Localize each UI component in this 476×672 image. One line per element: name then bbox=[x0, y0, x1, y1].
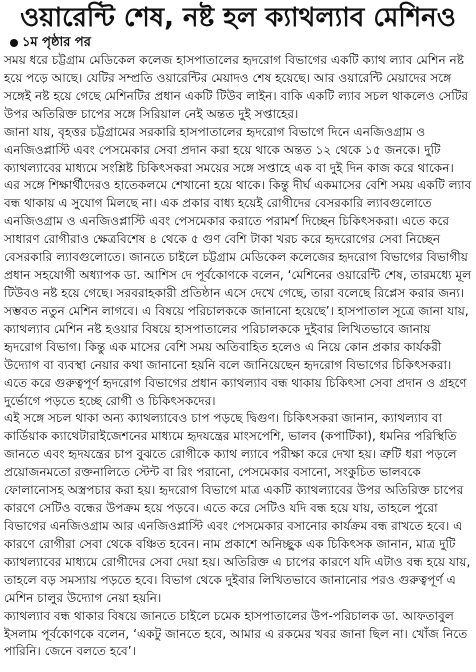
article-paragraph-4: ক্যাথল্যাব বন্ধ থাকার বিষয়ে জানতে চাইলে চমেক হাসপাতালের উপ-পরিচালক ডা. আফতাবুল ইসলাম পূর্বকোণকে বলেন, ‘একটু জানতে হবে, আমার এ রকমের খবর জানা ছিল না। খোঁজ নিতে পারিনি। জেনে বলতে হবে’। bbox=[4, 608, 468, 659]
article-paragraph-2: জানা যায়, বৃহত্তর চট্টগ্রামের সরকারি হাসপাতালের হৃদরোগ বিভাগে দিনে এনজিওগ্রাম ও এনজিওপ্লাস্টি এবং পেসমেকার সেবা প্রদান করা হয়ে থাকে অন্তত ১২ থেকে ১৫ জনকে। দুটি ক্যাথল্যাবের মাধ্যমে সংশ্লিষ্ট চিকিৎসকরা সময়ের সঙ্গে সপ্তাহে এক বা দুই দিন কাজ করে থাকেন। এর সঙ্গে শিক্ষার্থীদেরও হাতেকলমে শেখানো হয়ে থাকে। কিন্তু দীর্ঘ একমাসের বেশি সময় একটি ল্যাব বন্ধ থাকায় এ সুযোগ মিলছে না। এক প্রকার বাধ্য হয়েই রোগীদের বেসরকারি ল্যাবগুলোতে এনজিওগ্রাম ও এনজিওপ্লাস্টি এবং পেসমেকার করাতে পরামর্শ দিচ্ছেন চিকিৎসকরা। এতে করে সাধারণ রোগীরাও ক্ষেত্রবিশেষ ৪ থেকে ৫ গুণ বেশি টাকা খরচ করে হৃদরোগের সেবা নিচ্ছেন বেসরকারি ল্যাবগুলোতে। জানতে চাইলে চট্টগ্রাম মেডিকেল কলেজের হৃদরোগ বিভাগের বিভাগীয় প্রধান সহযোগী অধ্যাপক ডা. আশিস দে পূর্বকোণকে বলেন, ‘মেশিনের ওয়ারেন্টি শেষ, তারমধ্যে মূল টিউবও নষ্ট হয়ে গেছে। সরবরাহকারী প্রতিষ্ঠান এসে দেখে গেছে, তারা বলেছে রিপ্লেস করার জন্য। সম্ভবত নতুন মেশিন লাগবে। এ বিষয়ে পরিচালককে জানানো হয়েছে’। হাসপাতাল সূত্রে জানা যায়, ক্যাথল্যাব মেশিন নষ্ট হওয়ার বিষয়ে হাসপাতালের পরিচালককে দুইবার লিখিতভাবে জানায় হৃদরোগ বিভাগ। কিন্তু এক মাসের বেশি সময় অতিবাহিত হলেও এ নিয়ে কোন প্রকার কার্যকরী উদ্যোগ বা ব্যবস্থা নেয়ার কথা জানানো হয়নি বলে জানিয়েছেন হৃদরোগ বিভাগের চিকিৎসকরা। এতে করে গুরুত্বপূর্ণ হৃদরোগ বিভাগের প্রধান ক্যাথল্যাব বন্ধ থাকায় চিকিৎসা সেবা প্রদান ও গ্রহণে দুর্ভোগে পড়তে হচ্ছে রোগী ও চিকিৎসকদের। bbox=[4, 124, 472, 408]
article-paragraph-1: সময় ধরে চট্টগ্রাম মেডিকেল কলেজ হাসপাতালের হৃদরোগ বিভাগের একটি ক্যাথ ল্যাব মেশিন নষ্ট হয়ে পড়ে আছে। যেটির সম্প্রতি ওয়ারেন্টির মেয়াদও শেষ হয়েছে। আর ওয়ারেন্টি মেয়াদের সঙ্গে সঙ্গেই নষ্ট হয়ে গেছে মেশিনটির প্রধান একটি টিউব লাইন। বাকি একটি ল্যাব সচল থাকলেও সেটির উপর অতিরিক্ত চাপের সঙ্গে সিরিয়াল নেই অন্তত দুই সপ্তাহের। bbox=[4, 53, 469, 121]
bullet-icon bbox=[10, 39, 18, 47]
article-headline: ওয়ারেন্টি শেষ, নষ্ট হল ক্যাথল্যাব মেশিনও bbox=[20, 3, 456, 33]
continued-label: ১ম পৃষ্ঠার পর bbox=[22, 35, 91, 50]
article-paragraph-3: এই সঙ্গে সচল থাকা অন্য ক্যাথল্যাবেও চাপ পড়ছে দ্বিগুণ। চিকিৎসকরা জানান, ক্যাথল্যাব বা কার্ডিয়াক ক্যাথেটারাইজেশনের মাধ্যমে হৃদযন্ত্রের মাংসপেশি, ভালব (কপাটিকা), ধমনির পরিস্থিতি জানতে এবং হৃদযন্ত্রের চাপ বুঝতে রোগীকে ক্যাথ ল্যাবে পরীক্ষা করে দেখা হয়। ত্রুটি ধরা পড়লে প্রয়োজনমতো রক্তনালিতে স্টেন্ট বা রিং পরানো, পেসমেকার বসানো, সংকুচিত ভালবকে ফোলানোসহ অস্ত্রপচার করা হয়। হৃদরোগ বিভাগে মাত্র একটি ক্যাথল্যাবের উপর অতিরিক্ত চাপের কারণে সেটিও বন্ধের উপক্রম হয়ে পড়বে। এতে করে সেটিও যদি বন্ধ হয়ে যায়, তাহলে পুরো বিভাগের এনজিওগ্রাম আর এনজিওপ্লাস্টি এবং পেসমেকার বসানোর কার্যক্রম বন্ধ রাখতে হবে। এ কারণে রোগীরা সেবা থেকে বঞ্চিত হবেন। নাম প্রকাশে অনিচ্ছুক এক চিকিৎসক জানান, মাত্র দুটি ক্যাথল্যাবের মাধ্যমে রোগীদের সেবা দেয়া হয়। অতিরিক্ত এ চাপের কারণে যদি এটাও বন্ধ হয়ে যায়, তাহলে বড় সমস্যায় পড়তে হবে। বিভাগ থেকে দুইবার লিখিতভাবে জানানোর পরও গুরুত্বপূর্ণ এ মেশিন চালুর উদ্যোগ নেয়া হয়নি। bbox=[4, 411, 471, 605]
article-body bbox=[4, 52, 472, 661]
continued-from-page bbox=[4, 34, 472, 52]
